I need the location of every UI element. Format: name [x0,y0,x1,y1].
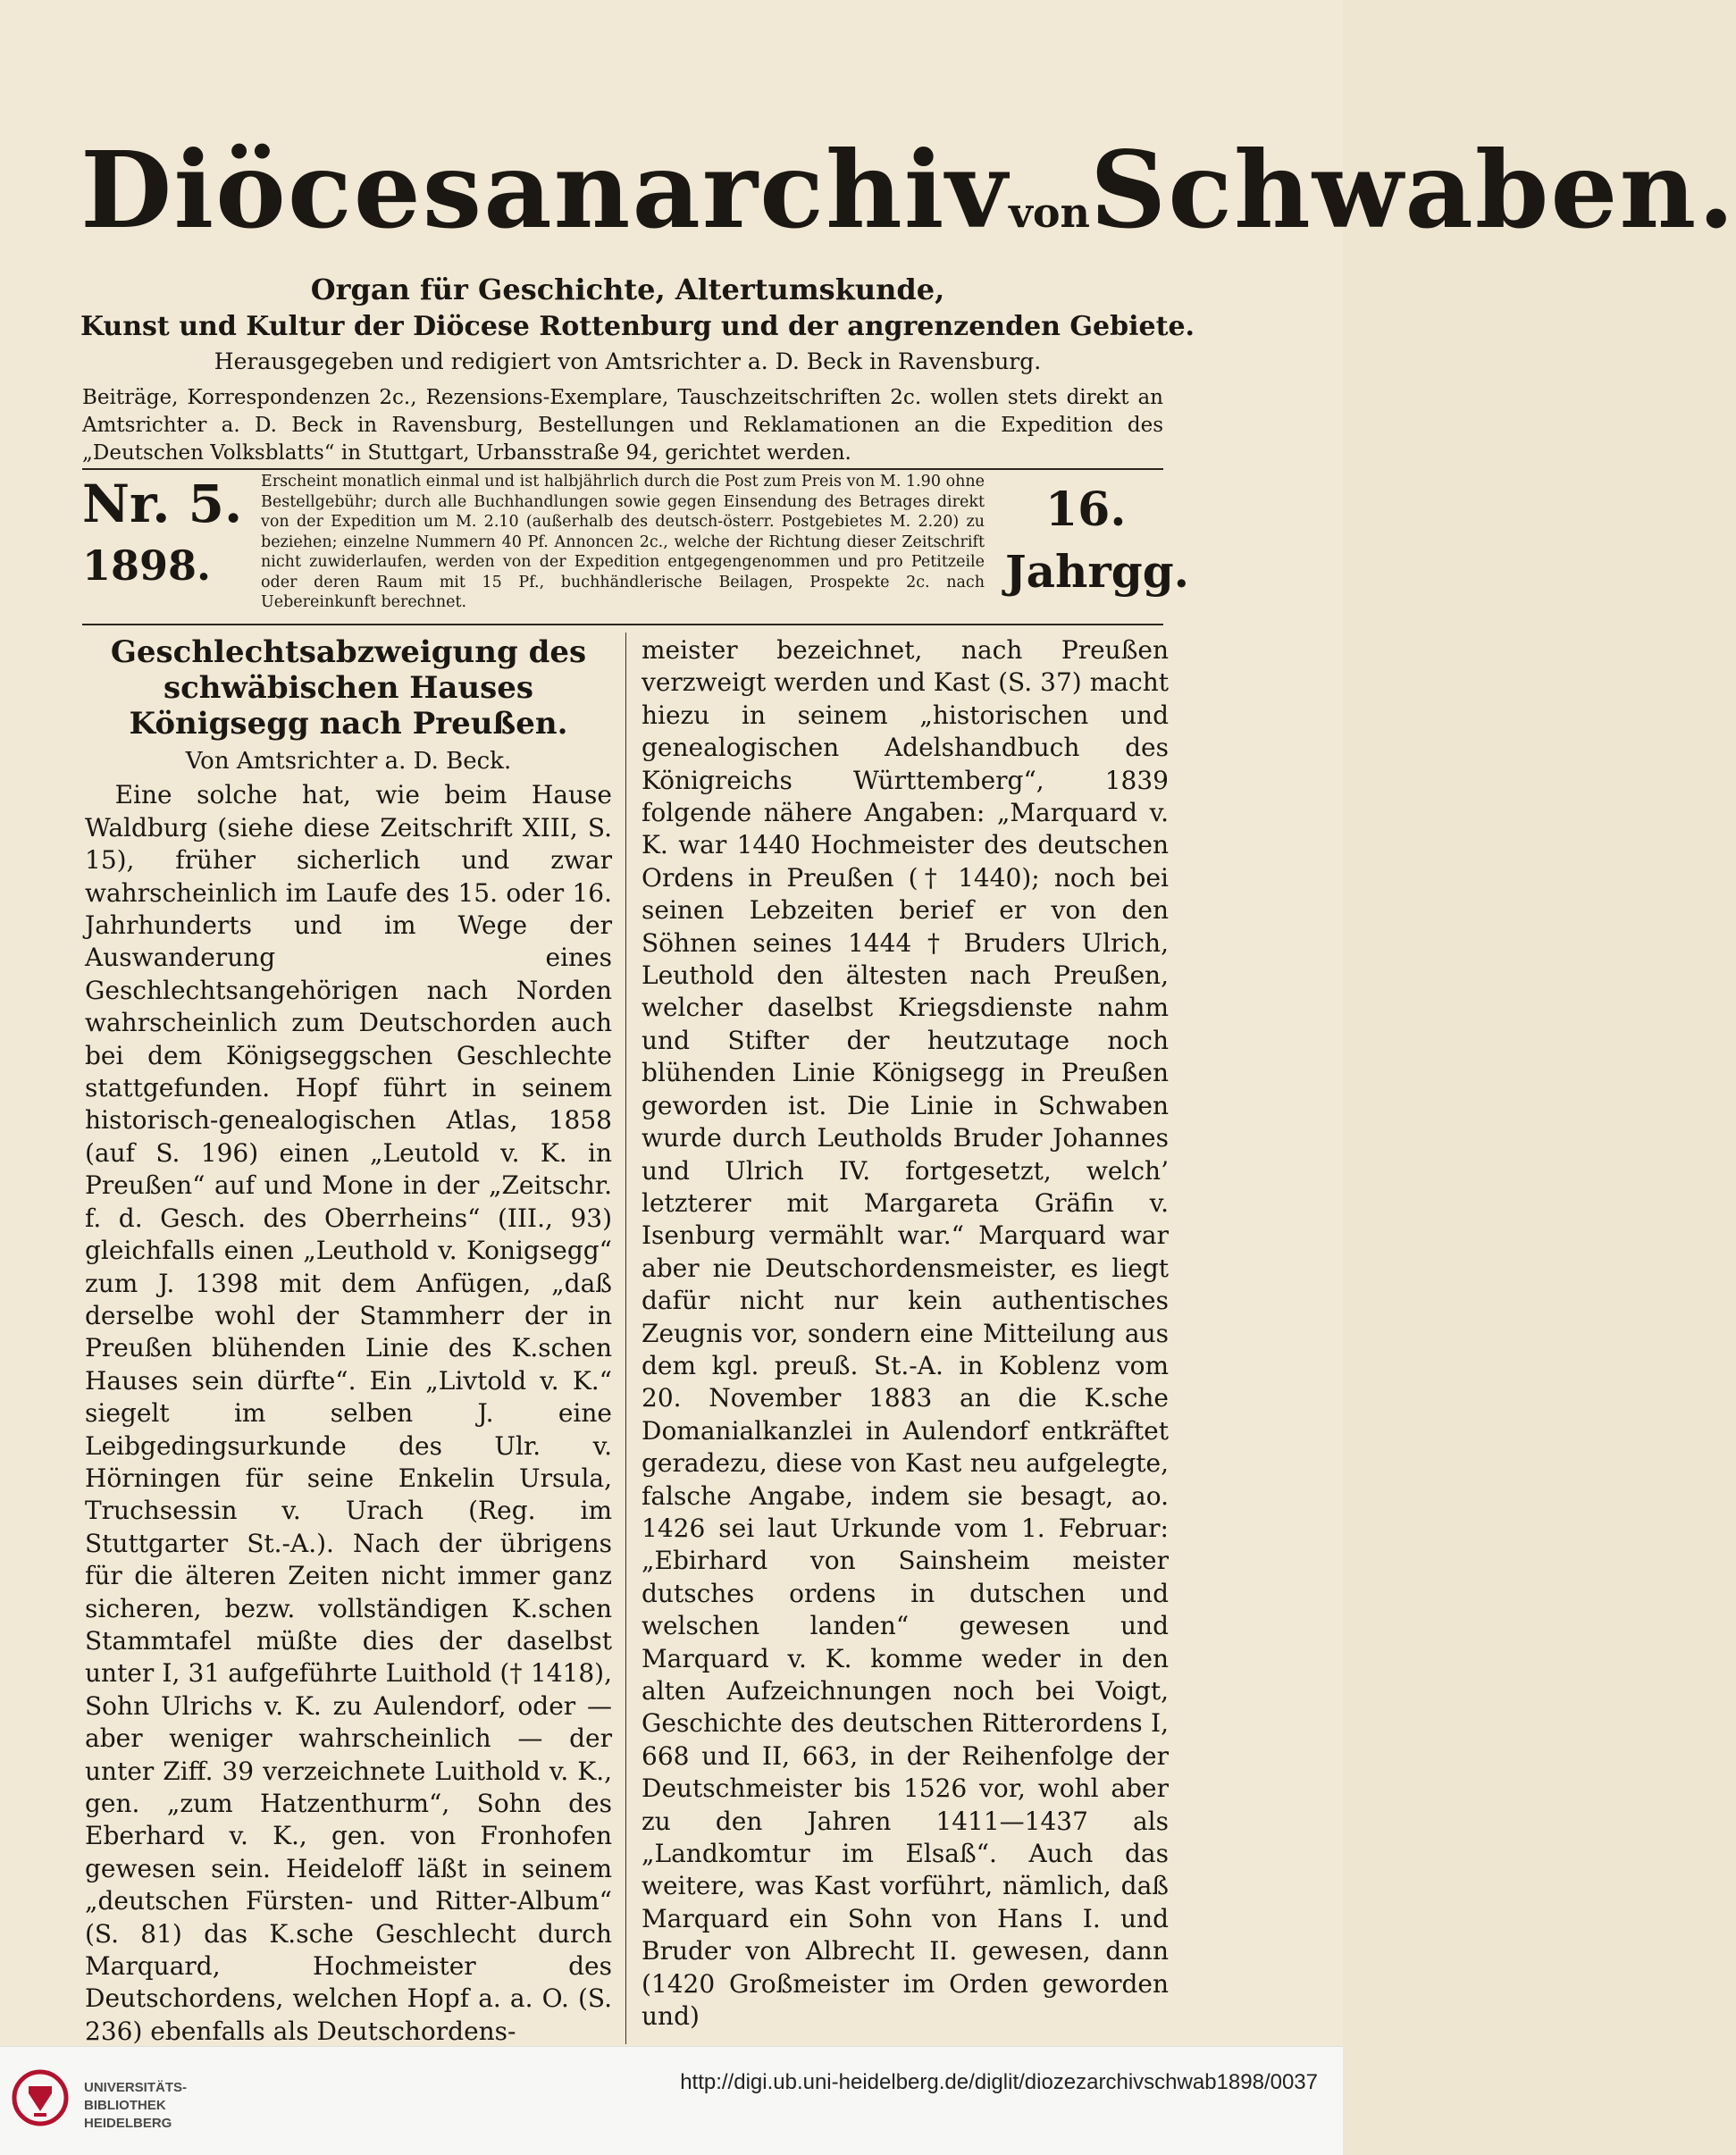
permalink-url[interactable]: http://digi.ub.uni-heidelberg.de/diglit/diozezarchivschwab1898/0037 [680,2070,1318,2094]
volume-label: Jahrgg. [1005,545,1190,598]
article-byline: Von Amtsrichter a. D. Beck. [185,748,512,775]
issue-year: 1898. [82,541,212,590]
article-column-left [85,634,612,2048]
masthead-title-von: von [1009,189,1090,237]
article-text-right: meister bezeichnet, nach Preußen verzweigt werden und Kast (S. 37) macht hiezu in seinem „historischen und genealogischen Adelshandbuch des Königreichs Württemberg“, 1839 folgende nähere Angaben: „Marquard v. K. war 1440 Hochmeister des deutschen Ordens in Preußen († 1440); noch bei seinen Lebzeiten berief er von den Söhnen seines 1444 † Bruders Ulrich, Leuthold den ältesten nach Preußen, welcher daselbst Kriegsdienste nahm und Stifter der heutzutage noch blühenden Linie Königsegg in Preußen geworden ist. Die Linie in Schwaben wurde durch Leutholds Bruder Johannes und Ulrich IV. fortgesetzt, welch’ letzterer mit Margareta Gräfin v. Isenburg vermählt war.“ Marquard war aber nie Deutschordensmeister, es liegt dafür nicht nur kein authentisches Zeugnis vor, sondern eine Mitteilung aus dem kgl. preuß. St.-A. in Koblenz vom 20. November 1883 an die K.sche Domanialkanzlei in Aulendorf entkräftet geradezu, diese von Kast neu aufgelegte, falsche Angabe, indem sie besagt, ao. 1426 sei laut Urkunde vom 1. Februar: „Ebirhard von Sainsheim meister dutsches ordens in dutschen und welschen landen“ gewesen und Marquard v. K. komme weder in den alten Aufzeichnungen noch bei Voigt, Geschichte des deutschen Ritterordens I, 668 und II, 663, in der Reihenfolge der Deutschmeister bis 1526 vor, wohl aber zu den Jahren 1411—1437 als „Landkomtur im Elsaß“. Auch das weitere, was Kast vorführt, nämlich, daß Marquard ein Sohn von Hans I. und Bruder von Albrecht II. gewesen, dann (1420 Großmeister im Orden geworden und) [642,635,1169,2032]
article-column-right [642,634,1169,2033]
logo-line-1: UNIVERSITÄTS- [84,2080,188,2095]
masthead-title-left: Diöcesanarchiv [80,128,1010,252]
column-divider [625,633,626,2044]
article-text-left: Eine solche hat, wie beim Hause Waldburg (siehe diese Zeitschrift XIII, S. 15), früher sicherlich und zwar wahrscheinlich im Laufe des 15. oder 16. Jahrhunderts und im Wege der Auswanderung eines Geschlechtsangehörigen nach Norden wahrscheinlich zum Deutschorden auch bei dem Königseggschen Geschlechte stattgefunden. Hopf führt in seinem historisch-genealogischen Atlas, 1858 (auf S. 196) einen „Leutold v. K. in Preußen“ auf und Mone in der „Zeitschr. f. d. Gesch. des Oberrheins“ (III., 93) gleichfalls einen „Leuthold v. Konigsegg“ zum J. 1398 mit dem Anfügen, „daß derselbe wohl der Stammherr der in Preußen blühenden Linie des K.schen Hauses sein dürfte“. Ein „Livtold v. K.“ siegelt im selben J. eine Leibgedingsurkunde des Ulr. v. Hörningen für seine Enkelin Ursula, Truchsessin v. Urach (Reg. im Stuttgarter St.-A.). Nach der übrigens für die älteren Zeiten nicht immer ganz sicheren, bezw. vollständigen K.schen Stammtafel müßte dies der daselbst unter I, 31 aufgeführte Luithold († 1418), Sohn Ulrichs v. K. zu Aulendorf, oder — aber weniger wahrscheinlich — der unter Ziff. 39 verzeichnete Luithold v. K., gen. „zum Hatzenthurm“, Sohn des Eberhard v. K., gen. von Fronhofen gewesen sein. Heideloff läßt in seinem „deutschen Fürsten- und Ritter-Album“ (S. 81) das K.sche Geschlecht durch Marquard, Hochmeister des Deutschordens, welchen Hopf a. a. O. (S. 236) ebenfalls als Deutschordens- [85,780,612,2046]
masthead-title-right: Schwaben. [1089,128,1736,252]
viewer-footer [0,2046,1343,2155]
subscription-info: Erscheint monatlich einmal und ist halbjährlich durch die Post zum Preis von M. 1.90 ohne Bestellgebühr; durch alle Buchhandlungen sowie gegen Einsendung des Betrages direkt von der Expedition um M. 2.10 (außerhalb des deutsch-österr. Postgebietes M. 2.20) zu beziehen; einzelne Nummern 40 Pf. Annoncen 2c., welche der Richtung dieser Zeitschrift nicht zuwiderlaufen, werden von der Expedition entgegengenommen und pro Petitzeile oder deren Raum mit 15 Pf., buchhändlerische Beilagen, Prospekte 2c. nach Uebereinkunft berechnet. [261,473,985,611]
issue-number: Nr. 5. [82,474,243,534]
volume-number: 16. [1045,482,1127,537]
article-title: Geschlechtsabzweigung des schwäbischen Hauses Königsegg nach Preußen. [110,634,587,742]
logo-line-2: BIBLIOTHEK [84,2098,166,2113]
editor-line: Herausgegeben und redigiert von Amtsrichter a. D. Beck in Ravensburg. [214,348,1042,374]
subtitle-organ: Organ für Geschichte, Altertumskunde, [310,273,945,306]
header-rule-bottom [82,624,1163,625]
library-seal-icon [13,2067,68,2129]
masthead-title [80,112,1736,268]
logo-line-3: HEIDELBERG [84,2116,172,2131]
subtitle-region: Kunst und Kultur der Diöcese Rottenburg und der angrenzenden Gebiete. [80,311,1195,342]
library-logo[interactable] [13,2067,231,2138]
submission-notice: Beiträge, Korrespondenzen 2c., Rezensions-Exemplare, Tauschzeitschriften 2c. wollen stets direkt an Amtsrichter a. D. Beck in Ravensburg, Bestellungen und Reklamationen an die Expedition des „Deutschen Volksblatts“ in Stuttgart, Urbansstraße 94, gerichtet werden. [82,386,1163,465]
header-rule-top [82,468,1163,470]
library-logo-text [84,2079,187,2133]
